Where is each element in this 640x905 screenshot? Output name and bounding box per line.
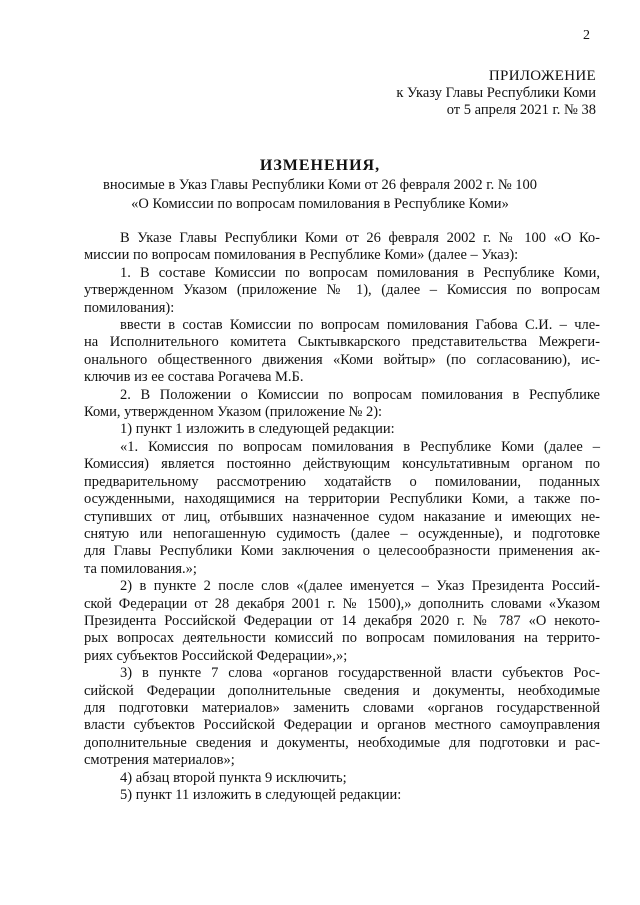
text-line: 1. В составе Комиссии по вопросам помилования в Республике Коми, [120, 264, 600, 281]
document-body [84, 230, 600, 804]
text-line: Президента Российской Федерации от 14 декабря 2020 г. № 787 «О некото- [84, 612, 600, 629]
document-heading [0, 156, 640, 214]
text-line: Коми, утвержденном Указом (приложение № 2): [84, 404, 383, 421]
appendix-title: ПРИЛОЖЕНИЕ [488, 68, 596, 84]
text-line: 4) абзац второй пункта 9 исключить; [120, 769, 347, 786]
text-line: осужденными, находящимися на территории Республики Коми, а также по- [84, 491, 600, 508]
heading-subtitle: вносимые в Указ Главы Республики Коми от 26 февраля 2002 г. № 100 [102, 177, 538, 193]
text-line: на Исполнительного комитета Сыктывкарского представительства Межреги- [84, 334, 600, 351]
text-line: «1. Комиссия по вопросам помилования в Республике Коми (далее – [120, 438, 600, 455]
appendix-header [196, 68, 596, 119]
heading-subtitle: «О Комиссии по вопросам помилования в Республике Коми» [131, 196, 509, 212]
text-line: рых вопросах деятельности комиссий по вопросам помилования на террито- [84, 630, 600, 647]
appendix-line: к Указу Главы Республики Коми [396, 85, 596, 101]
text-line: В Указе Главы Республики Коми от 26 февраля 2002 г. № 100 «О Ко- [120, 230, 600, 246]
text-line: предварительному рассмотрению ходатайств о помиловании, поданных [84, 473, 600, 490]
text-line: снятую или непогашенную судимость (далее – осужденные), и подготовке [84, 525, 600, 542]
text-line: власти субъектов Российской Федерации и органов местного самоуправления [84, 717, 600, 734]
text-line: для Главы Республики Коми заключения о целесообразности применения ак- [84, 543, 600, 560]
text-line: сийской Федерации дополнительные сведения и документы, необходимые [84, 682, 600, 699]
text-line: миссии по вопросам помилования в Республике Коми» (далее – Указ): [84, 247, 519, 264]
text-line: Комиссия) является постоянно действующим консультативным органом по [84, 456, 600, 473]
text-line: для подготовки материалов» заменить словами «органов государственной [84, 699, 600, 716]
text-line: 3) в пункте 7 слова «органов государственной власти субъектов Рос- [120, 665, 600, 682]
heading-title: ИЗМЕНЕНИЯ, [259, 157, 381, 174]
text-line: 2) в пункте 2 после слов «(далее именуется – Указ Президента Россий- [120, 578, 600, 595]
text-line: ключив из ее состава Рогачева М.Б. [84, 369, 304, 386]
text-line: онального общественного движения «Коми войтыр» (по согласованию), ис- [84, 351, 600, 368]
text-line: помилования): [84, 299, 175, 316]
text-line: 5) пункт 11 изложить в следующей редакции: [120, 787, 402, 803]
text-line: риях субъектов Российской Федерации»,»; [84, 647, 348, 664]
appendix-line: от 5 апреля 2021 г. № 38 [446, 102, 596, 118]
text-line: смотрения материалов»; [84, 752, 235, 769]
text-line: та помилования.»; [84, 560, 197, 577]
text-line: 2. В Положении о Комиссии по вопросам помилования в Республике [120, 386, 600, 403]
text-line: ской Федерации от 28 декабря 2001 г. № 1500),» дополнить словами «Указом [84, 595, 600, 612]
text-line: утвержденном Указом (приложение № 1), (далее – Комиссия по вопросам [84, 282, 600, 299]
text-line: 1) пункт 1 изложить в следующей редакции: [120, 421, 395, 438]
text-line: ввести в состав Комиссии по вопросам помилования Габова С.И. – чле- [120, 317, 600, 334]
text-line: дополнительные сведения и документы, необходимые для подготовки и рас- [84, 734, 600, 751]
text-line: ступивших от лиц, отбывших назначенное судом наказание и имеющих не- [84, 508, 600, 525]
page-number: 2 [583, 28, 590, 43]
